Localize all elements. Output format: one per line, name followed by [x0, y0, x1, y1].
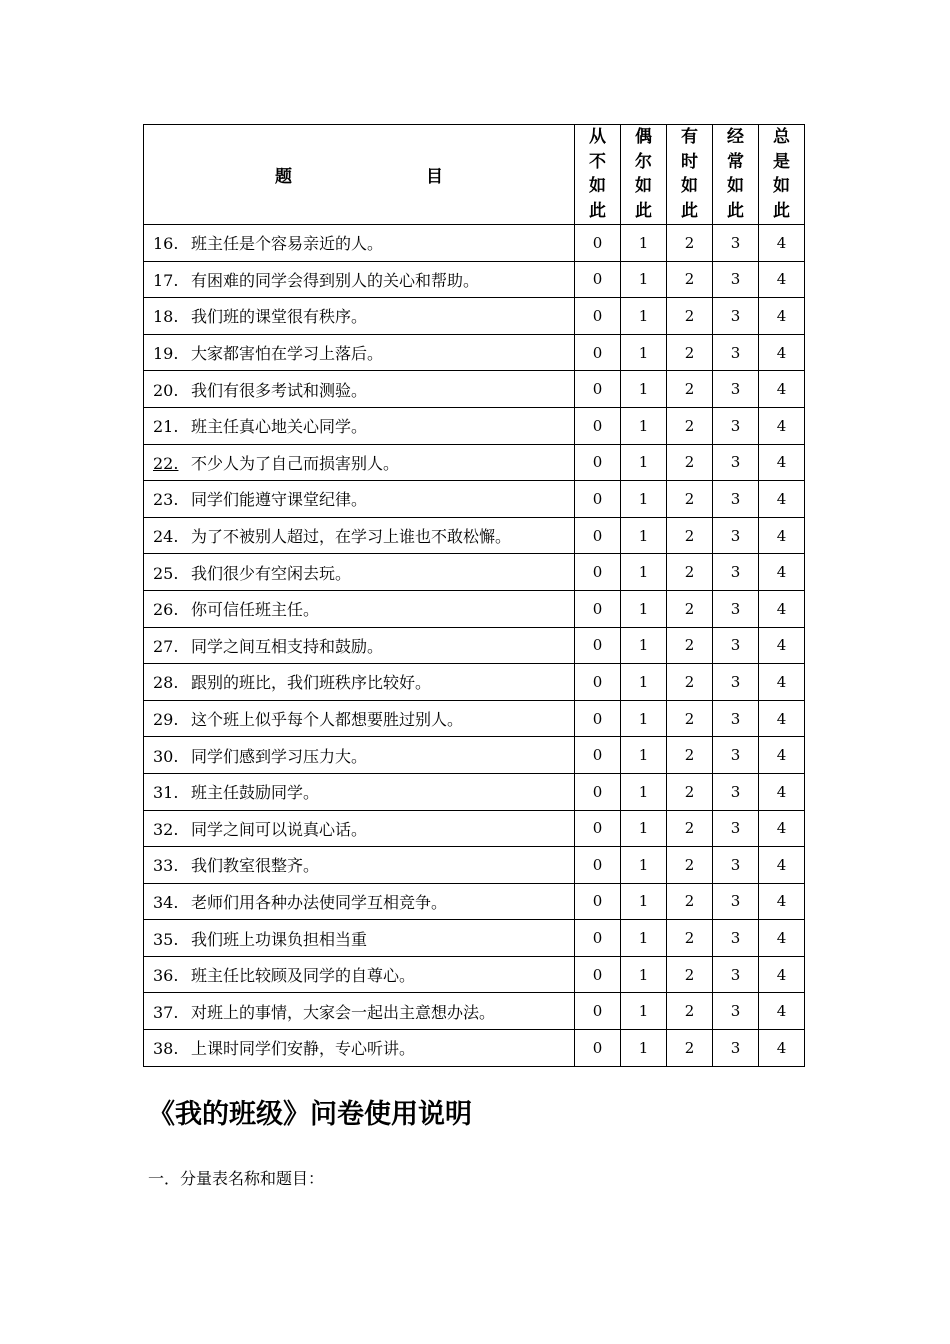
score-option[interactable]: 1: [621, 773, 667, 810]
item-cell: [144, 554, 575, 591]
item-text: 班主任鼓励同学。: [191, 783, 320, 803]
option-header-char: 尔: [635, 151, 652, 172]
item-number: 28.: [153, 673, 179, 693]
option-header-char: 有: [681, 127, 698, 147]
table-row: [144, 225, 805, 262]
item-text: 对班上的事情，大家会一起出主意想办法。: [191, 1002, 496, 1022]
table-row: [144, 920, 805, 957]
score-option[interactable]: 0: [575, 920, 621, 957]
table-row: [144, 590, 805, 627]
score-option[interactable]: 0: [575, 737, 621, 774]
option-header-char: 不: [589, 151, 606, 172]
score-option[interactable]: 4: [759, 590, 805, 627]
item-cell: [144, 993, 575, 1030]
option-header-char: 此: [681, 200, 698, 221]
score-option[interactable]: 4: [759, 627, 805, 664]
item-text: 你可信任班主任。: [191, 600, 320, 620]
section-heading: 一．分量表名称和题目：: [148, 1169, 325, 1188]
score-option[interactable]: 3: [713, 700, 759, 737]
item-cell: [144, 517, 575, 554]
item-cell: [144, 371, 575, 408]
table-row: [144, 481, 805, 518]
item-cell: [144, 407, 575, 444]
table-row: [144, 773, 805, 810]
item-column-header: [144, 125, 575, 225]
score-option[interactable]: 2: [667, 225, 713, 262]
item-text: 这个班上似乎每个人都想要胜过别人。: [191, 710, 464, 730]
score-option[interactable]: 1: [621, 261, 667, 298]
score-option[interactable]: 4: [759, 810, 805, 847]
score-option[interactable]: 0: [575, 956, 621, 993]
score-option[interactable]: 2: [667, 517, 713, 554]
option-header-char: 是: [773, 151, 790, 172]
item-text: 同学之间可以说真心话。: [191, 819, 368, 839]
score-option[interactable]: 1: [621, 554, 667, 591]
score-option[interactable]: 3: [713, 810, 759, 847]
item-cell: [144, 737, 575, 774]
survey-body: [144, 225, 805, 1067]
score-option[interactable]: 0: [575, 883, 621, 920]
table-row: [144, 664, 805, 701]
score-option[interactable]: 0: [575, 773, 621, 810]
score-option[interactable]: 2: [667, 407, 713, 444]
score-option[interactable]: 2: [667, 298, 713, 335]
score-option[interactable]: 0: [575, 298, 621, 335]
item-cell: [144, 334, 575, 371]
item-number: 21.: [153, 417, 179, 437]
item-cell: [144, 590, 575, 627]
item-cell: [144, 956, 575, 993]
score-option[interactable]: 4: [759, 261, 805, 298]
score-option[interactable]: 3: [713, 956, 759, 993]
score-option[interactable]: 4: [759, 298, 805, 335]
table-row: [144, 737, 805, 774]
score-option[interactable]: 1: [621, 993, 667, 1030]
item-cell: [144, 627, 575, 664]
score-option[interactable]: 4: [759, 517, 805, 554]
score-option[interactable]: 0: [575, 847, 621, 884]
score-option[interactable]: 3: [713, 627, 759, 664]
item-number: 38.: [153, 1039, 179, 1059]
item-text: 我们有很多考试和测验。: [191, 380, 368, 400]
table-row: [144, 334, 805, 371]
option-header-char: 偶: [635, 127, 652, 147]
item-cell: [144, 810, 575, 847]
score-option[interactable]: 1: [621, 737, 667, 774]
item-text: 同学之间互相支持和鼓励。: [191, 636, 384, 656]
item-text: 老师们用各种办法使同学互相竞争。: [191, 892, 448, 912]
option-header-char: 常: [727, 151, 744, 172]
score-option[interactable]: 4: [759, 444, 805, 481]
item-cell: [144, 664, 575, 701]
score-option[interactable]: 3: [713, 737, 759, 774]
item-number: 25.: [153, 563, 179, 583]
option-header-often: [713, 125, 759, 225]
score-option[interactable]: 0: [575, 225, 621, 262]
item-cell: [144, 700, 575, 737]
item-header-right: 目: [426, 167, 443, 187]
score-option[interactable]: 1: [621, 225, 667, 262]
score-option[interactable]: 3: [713, 664, 759, 701]
item-text: 班主任比较顾及同学的自尊心。: [191, 966, 416, 986]
score-option[interactable]: 3: [713, 481, 759, 518]
table-row: [144, 883, 805, 920]
table-header-row: [144, 125, 805, 225]
score-option[interactable]: 0: [575, 481, 621, 518]
option-header-char: 如: [681, 176, 698, 196]
item-text: 大家都害怕在学习上落后。: [191, 344, 384, 364]
score-option[interactable]: 2: [667, 590, 713, 627]
item-cell: [144, 883, 575, 920]
score-option[interactable]: 2: [667, 261, 713, 298]
score-option[interactable]: 1: [621, 371, 667, 408]
table-row: [144, 371, 805, 408]
score-option[interactable]: 4: [759, 334, 805, 371]
item-cell: [144, 773, 575, 810]
item-number: 17.: [153, 270, 179, 290]
score-option[interactable]: 3: [713, 371, 759, 408]
item-number: 22.: [153, 453, 179, 473]
item-cell: [144, 847, 575, 884]
item-number: 29.: [153, 710, 179, 730]
item-text: 跟别的班比，我们班秩序比较好。: [191, 673, 432, 693]
item-number: 35.: [153, 929, 179, 949]
item-number: 20.: [153, 380, 179, 400]
score-option[interactable]: 0: [575, 554, 621, 591]
option-header-sometimes: [667, 125, 713, 225]
score-option[interactable]: 2: [667, 481, 713, 518]
score-option[interactable]: 1: [621, 298, 667, 335]
item-cell: [144, 225, 575, 262]
score-option[interactable]: 3: [713, 847, 759, 884]
score-option[interactable]: 4: [759, 737, 805, 774]
item-number: 19.: [153, 344, 179, 364]
score-option[interactable]: 0: [575, 407, 621, 444]
item-number: 33.: [153, 856, 179, 876]
item-number: 36.: [153, 966, 179, 986]
score-option[interactable]: 1: [621, 847, 667, 884]
table-row: [144, 554, 805, 591]
score-option[interactable]: 1: [621, 481, 667, 518]
score-option[interactable]: 0: [575, 627, 621, 664]
item-number: 18.: [153, 307, 179, 327]
score-option[interactable]: 2: [667, 700, 713, 737]
score-option[interactable]: 0: [575, 334, 621, 371]
item-cell: [144, 1030, 575, 1067]
option-header-char: 此: [773, 200, 790, 221]
score-option[interactable]: 1: [621, 810, 667, 847]
score-option[interactable]: 3: [713, 334, 759, 371]
option-header-char: 时: [681, 151, 698, 172]
option-header-occasionally: [621, 125, 667, 225]
score-option[interactable]: 0: [575, 664, 621, 701]
score-option[interactable]: 4: [759, 664, 805, 701]
score-option[interactable]: 3: [713, 444, 759, 481]
score-option[interactable]: 1: [621, 627, 667, 664]
item-text: 有困难的同学会得到别人的关心和帮助。: [191, 270, 480, 290]
score-option[interactable]: 3: [713, 407, 759, 444]
item-cell: [144, 444, 575, 481]
option-header-char: 从: [589, 127, 606, 147]
score-option[interactable]: 2: [667, 883, 713, 920]
item-text: 为了不被别人超过，在学习上谁也不敢松懈。: [191, 527, 512, 547]
option-header-char: 经: [727, 127, 744, 147]
score-option[interactable]: 3: [713, 590, 759, 627]
option-header-char: 如: [727, 176, 744, 196]
item-cell: [144, 298, 575, 335]
item-number: 24.: [153, 527, 179, 547]
score-option[interactable]: 0: [575, 993, 621, 1030]
score-option[interactable]: 4: [759, 956, 805, 993]
score-option[interactable]: 1: [621, 517, 667, 554]
score-option[interactable]: 1: [621, 920, 667, 957]
score-option[interactable]: 3: [713, 554, 759, 591]
table-row: [144, 847, 805, 884]
table-row: [144, 1030, 805, 1067]
score-option[interactable]: 3: [713, 1030, 759, 1067]
score-option[interactable]: 2: [667, 920, 713, 957]
score-option[interactable]: 0: [575, 371, 621, 408]
table-row: [144, 956, 805, 993]
score-option[interactable]: 4: [759, 700, 805, 737]
score-option[interactable]: 3: [713, 773, 759, 810]
score-option[interactable]: 2: [667, 627, 713, 664]
item-text: 同学们感到学习压力大。: [191, 746, 368, 766]
score-option[interactable]: 3: [713, 883, 759, 920]
score-option[interactable]: 2: [667, 737, 713, 774]
item-cell: [144, 261, 575, 298]
option-header-char: 此: [589, 200, 606, 221]
table-row: [144, 444, 805, 481]
option-header-never: [575, 125, 621, 225]
score-option[interactable]: 0: [575, 261, 621, 298]
score-option[interactable]: 0: [575, 517, 621, 554]
table-row: [144, 810, 805, 847]
score-option[interactable]: 4: [759, 773, 805, 810]
item-text: 我们班上功课负担相当重: [191, 929, 368, 949]
score-option[interactable]: 4: [759, 883, 805, 920]
score-option[interactable]: 3: [713, 298, 759, 335]
score-option[interactable]: 4: [759, 993, 805, 1030]
item-text: 我们教室很整齐。: [191, 856, 320, 876]
item-cell: [144, 920, 575, 957]
table-row: [144, 627, 805, 664]
score-option[interactable]: 2: [667, 810, 713, 847]
score-option[interactable]: 1: [621, 700, 667, 737]
item-text: 我们班的课堂很有秩序。: [191, 307, 368, 327]
score-option[interactable]: 0: [575, 590, 621, 627]
option-header-always: [759, 125, 805, 225]
table-row: [144, 517, 805, 554]
score-option[interactable]: 1: [621, 444, 667, 481]
score-option[interactable]: 2: [667, 1030, 713, 1067]
score-option[interactable]: 2: [667, 664, 713, 701]
score-option[interactable]: 2: [667, 956, 713, 993]
item-number: 32.: [153, 819, 179, 839]
table-row: [144, 261, 805, 298]
score-option[interactable]: 4: [759, 1030, 805, 1067]
item-text: 不少人为了自己而损害别人。: [191, 453, 400, 473]
score-option[interactable]: 4: [759, 407, 805, 444]
score-option[interactable]: 0: [575, 1030, 621, 1067]
score-option[interactable]: 4: [759, 481, 805, 518]
score-option[interactable]: 3: [713, 993, 759, 1030]
score-option[interactable]: 4: [759, 920, 805, 957]
option-header-char: 如: [635, 176, 652, 196]
score-option[interactable]: 0: [575, 444, 621, 481]
score-option[interactable]: 3: [713, 517, 759, 554]
item-number: 23.: [153, 490, 179, 510]
item-header-left: 题: [275, 167, 292, 187]
score-option[interactable]: 2: [667, 371, 713, 408]
option-header-char: 此: [635, 200, 652, 221]
option-header-char: 如: [589, 176, 606, 196]
option-header-char: 此: [727, 200, 744, 221]
score-option[interactable]: 0: [575, 810, 621, 847]
item-text: 班主任真心地关心同学。: [191, 417, 368, 437]
item-text: 我们很少有空闲去玩。: [191, 563, 352, 583]
score-option[interactable]: 1: [621, 956, 667, 993]
option-header-char: 如: [773, 176, 790, 196]
table-row: [144, 993, 805, 1030]
item-number: 37.: [153, 1002, 179, 1022]
score-option[interactable]: 1: [621, 664, 667, 701]
score-option[interactable]: 1: [621, 590, 667, 627]
table-row: [144, 298, 805, 335]
score-option[interactable]: 1: [621, 407, 667, 444]
score-option[interactable]: 4: [759, 371, 805, 408]
score-option[interactable]: 3: [713, 261, 759, 298]
item-number: 31.: [153, 783, 179, 803]
item-number: 30.: [153, 746, 179, 766]
item-text: 同学们能遵守课堂纪律。: [191, 490, 368, 510]
option-header-char: 总: [773, 127, 790, 147]
score-option[interactable]: 1: [621, 1030, 667, 1067]
score-option[interactable]: 3: [713, 920, 759, 957]
score-option[interactable]: 4: [759, 225, 805, 262]
score-option[interactable]: 2: [667, 993, 713, 1030]
item-number: 26.: [153, 600, 179, 620]
item-number: 16.: [153, 234, 179, 254]
document-title: 《我的班级》问卷使用说明: [148, 1099, 472, 1130]
item-cell: [144, 481, 575, 518]
item-number: 34.: [153, 892, 179, 912]
score-option[interactable]: 2: [667, 554, 713, 591]
item-text: 上课时同学们安静，专心听讲。: [191, 1039, 416, 1059]
score-option[interactable]: 2: [667, 847, 713, 884]
score-option[interactable]: 3: [713, 225, 759, 262]
item-number: 27.: [153, 636, 179, 656]
score-option[interactable]: 4: [759, 847, 805, 884]
table-row: [144, 407, 805, 444]
score-option[interactable]: 2: [667, 773, 713, 810]
survey-table: [143, 124, 805, 1067]
table-row: [144, 700, 805, 737]
score-option[interactable]: 0: [575, 700, 621, 737]
score-option[interactable]: 1: [621, 883, 667, 920]
score-option[interactable]: 4: [759, 554, 805, 591]
item-text: 班主任是个容易亲近的人。: [191, 234, 384, 254]
score-option[interactable]: 2: [667, 334, 713, 371]
score-option[interactable]: 2: [667, 444, 713, 481]
score-option[interactable]: 1: [621, 334, 667, 371]
